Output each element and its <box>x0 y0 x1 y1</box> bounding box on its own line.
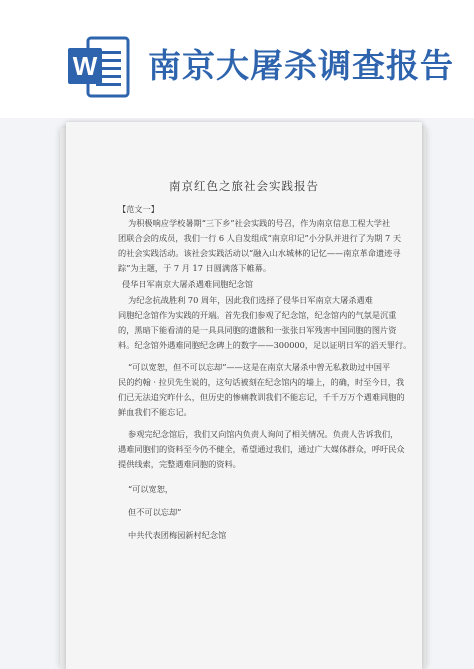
sample-tag: 【范文一】 <box>118 204 159 214</box>
paragraph-line: 为纪念抗战胜利 70 周年，因此我们选择了侵华日军南京大屠杀遇难 <box>128 295 373 305</box>
paragraph-line: 鲜血我们不能忘记。 <box>118 407 192 417</box>
quote-line: 但不可以忘却” <box>128 507 182 517</box>
section-heading: 中共代表团梅园新村纪念馆 <box>128 530 227 540</box>
paragraph-line: 同胞纪念馆作为实践的开端。首先我们参观了纪念馆，纪念馆内的气氛是沉重 <box>118 310 397 320</box>
paragraph-line: 参观完纪念馆后，我们又向馆内负责人询问了相关情况。负责人告诉我们， <box>128 429 399 439</box>
banner-title: 南京大屠杀调查报告 <box>148 46 454 85</box>
paragraph-line: 料。纪念馆外遇难同胞纪念碑上的数字——300000，足以证明日军的滔天罪行。 <box>118 340 412 350</box>
paragraph-line: 民的约翰 · 拉贝先生说的，这句话被刻在纪念馆内的墙上，的确，时至今日，我 <box>118 377 405 387</box>
banner <box>0 0 474 118</box>
document-title: 南京红色之旅社会实践报告 <box>169 179 319 193</box>
paragraph-line: 提供线索，完整遇难同胞的资料。 <box>118 459 241 469</box>
paragraph-line: 遇难同胞们的资料至今仍不健全，希望通过我们，通过广大媒体群众，呼吁民众 <box>118 444 405 454</box>
paragraph-line: 团联合会的成员，我们一行 6 人自发组成“南京印记”小分队并进行了为期 7 天 <box>118 233 402 243</box>
quote-line: “可以宽恕， <box>128 484 174 494</box>
paragraph-line: 踪”为主题，于 7 月 17 日圆满落下帷幕。 <box>118 263 272 273</box>
paragraph-line: “可以宽恕，但不可以忘却”——这是在南京大屠杀中曾无私救助过中国平 <box>128 362 391 372</box>
paragraph-line: 的社会实践活动。该社会实践活动以“融入山水城林的记忆——南京革命遗迹寻 <box>118 248 401 258</box>
document-page <box>66 122 422 669</box>
section-heading: 侵华日军南京大屠杀遇难同胞纪念馆 <box>122 279 254 289</box>
word-icon-letter: W <box>72 51 98 81</box>
paragraph-line: 们已无法追究昨什么，但历史的惨痛教训我们不能忘记，千千万万个遇难同胞的 <box>118 392 405 402</box>
word-document-icon <box>66 34 130 100</box>
paragraph-line: 的，黑暗下能看清的是一具具同胞的遗骸和一张张日军残害中国同胞的图片资 <box>118 325 397 335</box>
paragraph-line: 为积极响应学校暑期“三下乡”社会实践的号召，作为南京信息工程大学社 <box>128 218 391 228</box>
